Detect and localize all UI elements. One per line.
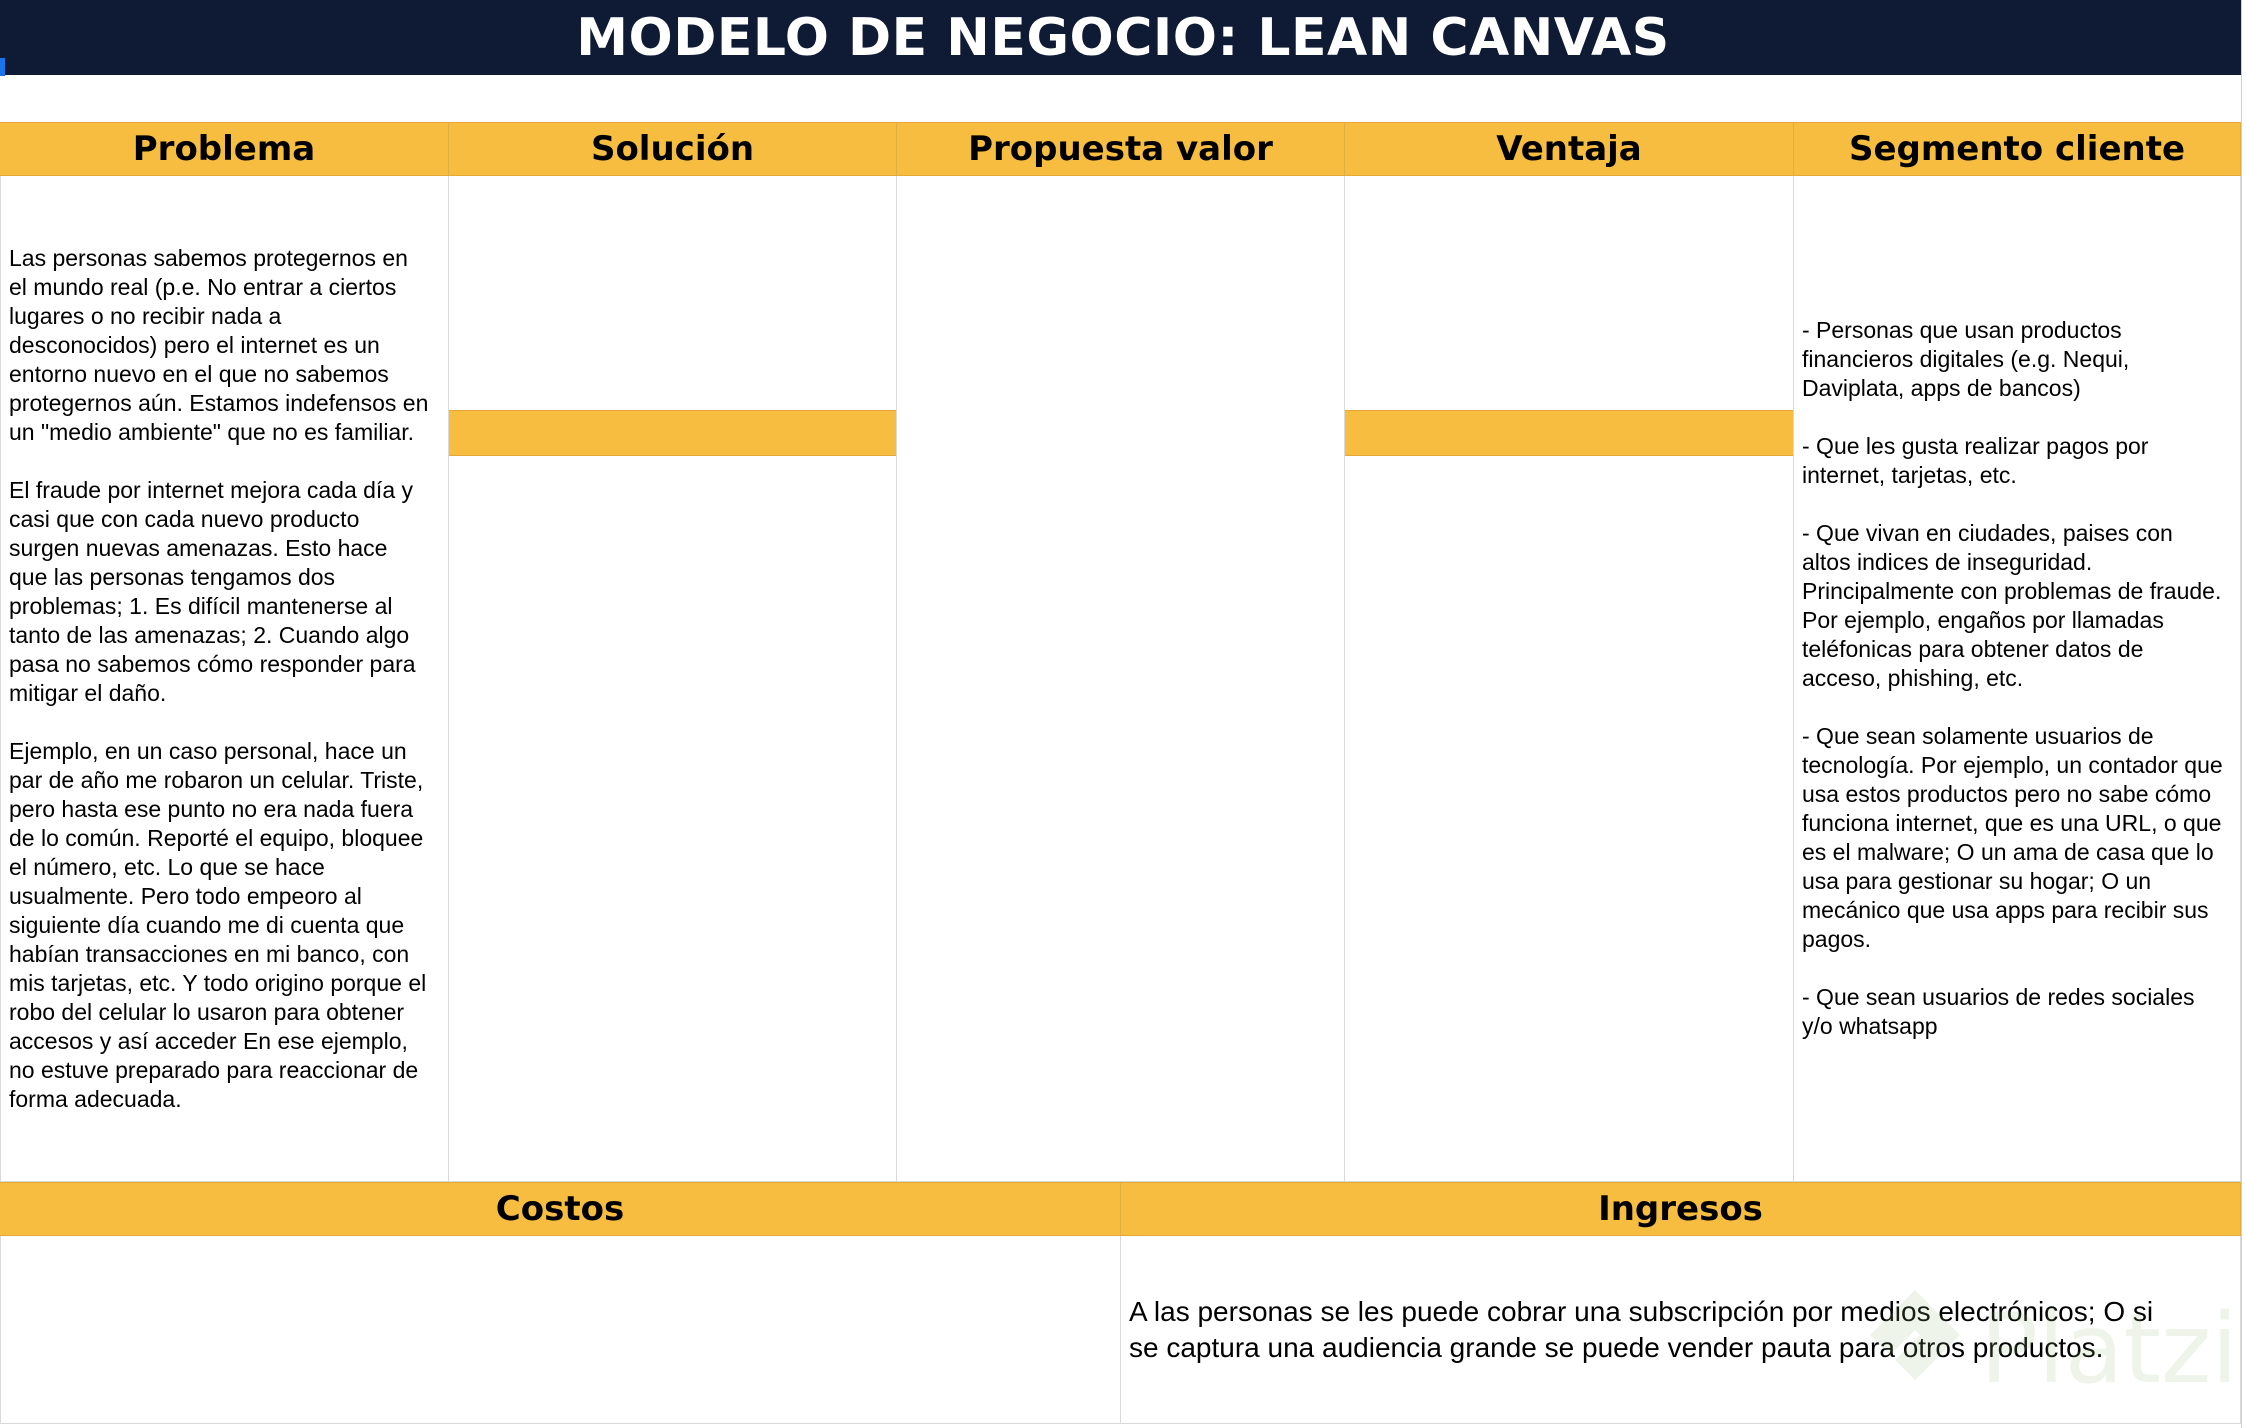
header-ventaja[interactable]: Ventaja <box>1345 122 1794 176</box>
header-solucion[interactable]: Solución <box>449 122 897 176</box>
right-gutter <box>2241 0 2246 1428</box>
title-bar <box>0 0 2246 75</box>
header-segmento-cliente[interactable]: Segmento cliente <box>1794 122 2241 176</box>
header-ingresos[interactable]: Ingresos <box>1121 1182 2241 1236</box>
column-costos[interactable] <box>0 1236 1121 1424</box>
ingresos-text: A las personas se les puede cobrar una subscripción por medios electrónicos; O si se captura una audiencia grande se puede vender pauta para productos. <box>1129 1296 2154 1363</box>
column-propuesta-valor[interactable] <box>897 176 1345 1182</box>
column-problema[interactable] <box>0 176 449 1182</box>
page-title: MODELO DE NEGOCIO: LEAN CANVAS <box>576 7 1670 68</box>
ventaja-highlight-row[interactable] <box>1345 410 1793 456</box>
column-ventaja[interactable] <box>1345 176 1794 1182</box>
watermark-text: Platzi <box>1980 1293 2239 1405</box>
cell-selection-marker[interactable] <box>0 58 5 76</box>
header-propuesta-valor[interactable]: Propuesta valor <box>897 122 1345 176</box>
header-costos[interactable]: Costos <box>0 1182 1121 1236</box>
platzi-logo-icon <box>1860 1285 1970 1405</box>
problema-text: Las personas sabemos protegernos en el mundo real (p.e. No entrar a ciertos lugares o no recibir nada a desconocidos) pero el internet es un entorno nuevo en el que no sabemos protegernos aún. Estamos indefensos en un "medio ambiente" que no es familiar. El fraude por internet mejora cada día y casi que con cada nuevo producto surgen nuevas amenazas. Esto hace que las personas tengamos dos problemas; 1. Es difícil mantenerse al tanto de las amenazas; 2. Cuando algo pasa no sabemos cómo responder para mitigar el daño. Ejemplo, en un caso personal, hace un par de año me robaron un celular. Triste, pero hasta ese punto no era nada fuera de lo común. Reporté el equipo, bloquee el número, etc. Lo que se hace usualmente. Pero todo empeoro al siguiente día cuando me di cuenta que habían transacciones en mi banco, con mis tarjetas, etc. Y todo origino porque el robo del celular lo usaron para obtener accesos y así acceder En ese ejemplo, no estuve preparado para reaccionar de forma adecuada. <box>9 245 429 1112</box>
platzi-watermark <box>1860 1275 2240 1425</box>
solucion-highlight-row[interactable] <box>449 410 896 456</box>
segmento-cliente-text: - Personas que usan productos financieros digitales (e.g. Nequi, Daviplata, apps de bancos) - Que les gusta realizar pagos por internet, tarjetas, etc. - Que vivan en ciudades, paises con altos indices de inseguridad. Principalmente con problemas de fraude. Por ejemplo, engaños por llamadas teléfonicas para obtener datos de acceso, phishing, etc. - Que sean solamente usuarios de tecnología. Por ejemplo, un contador que usa estos productos pero no sabe cómo funciona internet, que es una URL, o que es el malware; O un ama de casa que lo usa para gestionar su hogar; O un mecánico que usa apps para recibir sus pagos. - Que sean usuarios de redes sociales y/o whatsapp <box>1802 317 2223 1039</box>
column-segmento-cliente[interactable] <box>1794 176 2241 1182</box>
header-problema[interactable]: Problema <box>0 122 449 176</box>
column-solucion[interactable] <box>449 176 897 1182</box>
